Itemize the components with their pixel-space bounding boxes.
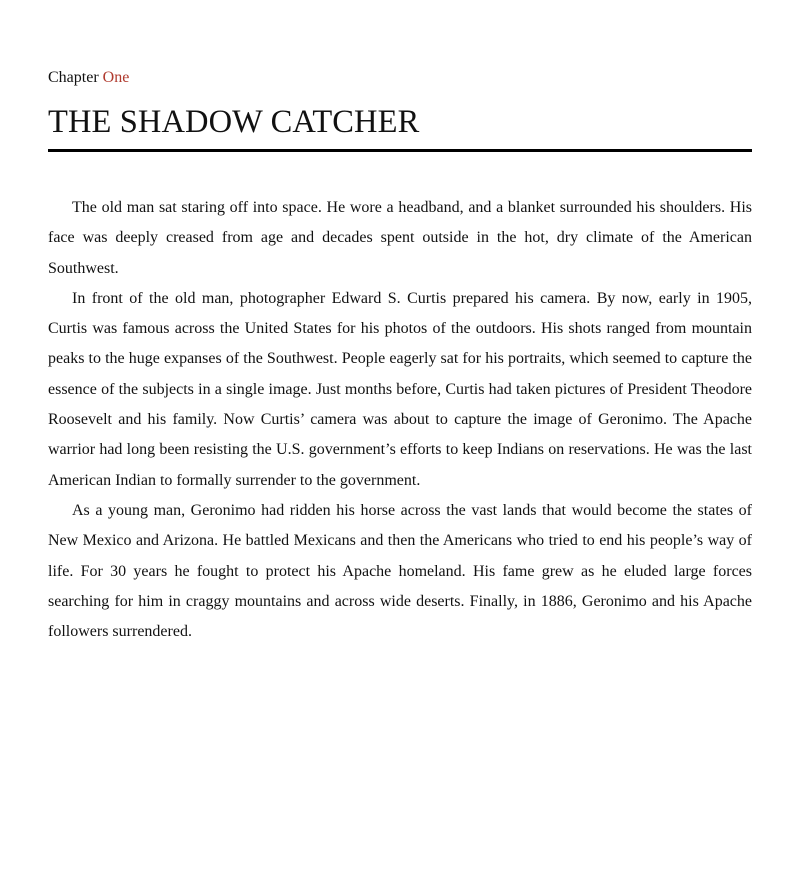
title-divider bbox=[48, 149, 752, 152]
paragraph-3: As a young man, Geronimo had ridden his horse across the vast lands that would become the states of New Mexico and Arizona. He battled Mexicans and then the Americans who tried to end his people’s way of life. For 30 years he fought to protect his Apache homeland. His fame grew as he eluded large forces searching for him in craggy mountains and across wide deserts. Finally, in 1886, Geronimo and his Apache followers surrendered. bbox=[48, 501, 752, 641]
paragraph-1: The old man sat staring off into space. He wore a headband, and a blanket surrounded his shoulders. His face was deeply creased from age and decades spent outside in the hot, dry climate of the American Southwest. bbox=[48, 199, 752, 277]
chapter-word: Chapter bbox=[48, 69, 99, 86]
body-text bbox=[48, 193, 752, 647]
paragraph-2: In front of the old man, photographer Edward S. Curtis prepared his camera. By now, early in 1905, Curtis was famous across the United States for his photos of the outdoors. His shots ranged from mountain peaks to the huge expanses of the Southwest. People eagerly sat for his portraits, which seemed to capture the essence of the subjects in a single image. Just months before, Curtis had taken pictures of President Theodore Roosevelt and his family. Now Curtis’ camera was about to capture the image of Geronimo. The Apache warrior had long been resisting the U.S. government’s efforts to keep Indians on reservations. He was the last American Indian to formally surrender to the government. bbox=[48, 289, 752, 489]
chapter-number: One bbox=[102, 69, 130, 86]
chapter-label bbox=[48, 68, 129, 88]
chapter-title: THE SHADOW CATCHER bbox=[48, 104, 420, 140]
